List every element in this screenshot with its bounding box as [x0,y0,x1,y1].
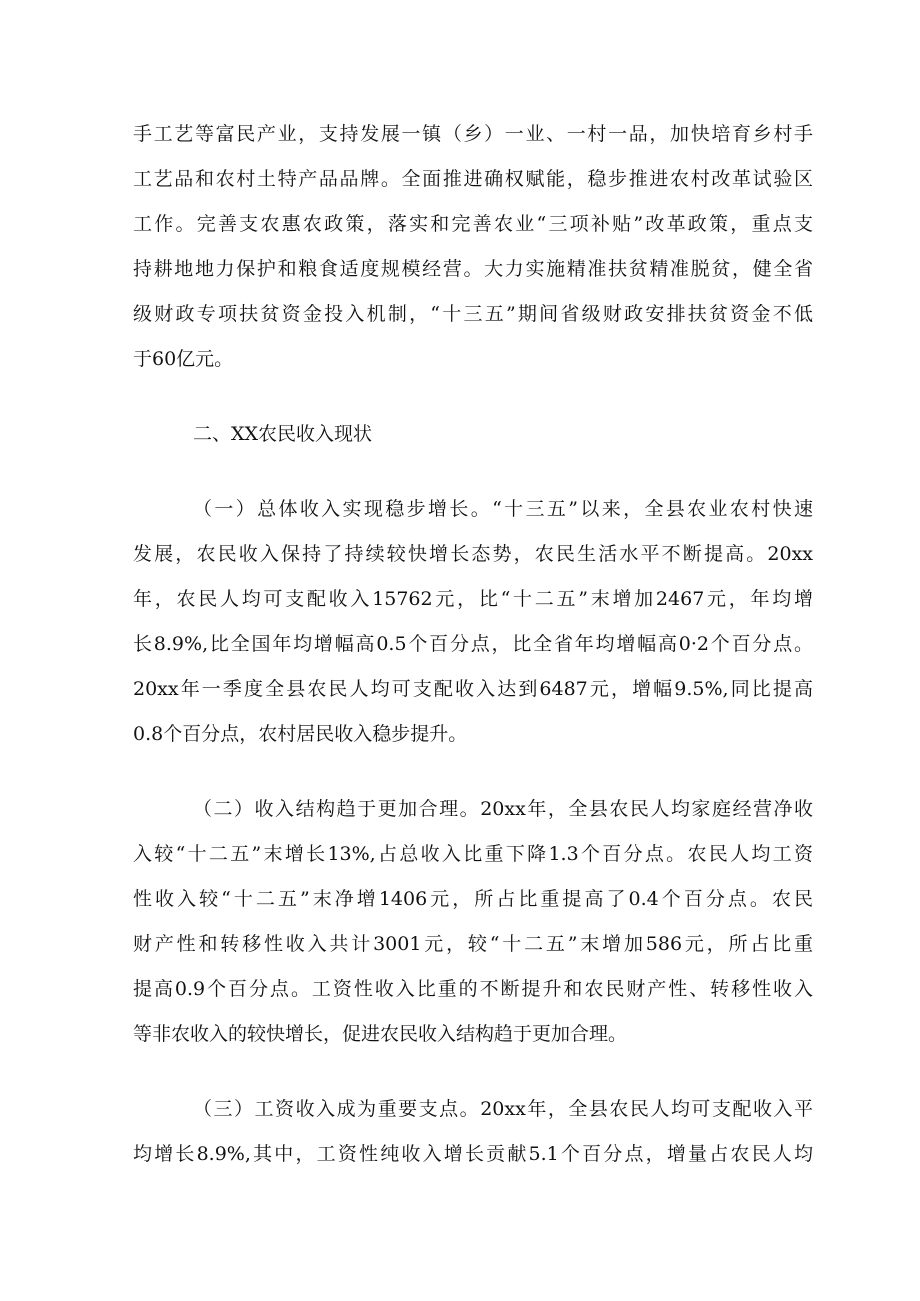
text-line: 长8.9%,比全国年均增幅高0.5个百分点，比全省年均增幅高0·2个百分点。 [133,633,813,655]
heading-text: 二、XX农民收入现状 [193,423,373,445]
document-body [133,112,813,1207]
text-line: 于60亿元。 [133,348,234,370]
text-line: 财产性和转移性收入共计3001元，较“十二五”末增加586元，所占比重 [133,933,813,955]
text-line: 年，农民人均可支配收入15762元，比“十二五”末增加2467元，年均增 [133,588,813,610]
text-line: 级财政专项扶贫资金投入机制，“十三五”期间省级财政安排扶贫资金不低 [133,303,813,325]
text-line: （一）总体收入实现稳步增长。“十三五”以来，全县农业农村快速 [193,498,813,520]
section-heading [133,412,813,457]
text-line: 20xx年一季度全县农民人均可支配收入达到6487元，增幅9.5%,同比提高 [133,678,813,700]
text-line: （三）工资收入成为重要支点。20xx年，全县农民人均可支配收入平 [193,1098,813,1120]
text-line: 发展，农民收入保持了持续较快增长态势，农民生活水平不断提高。20xx [133,543,813,565]
text-line: 性收入较“十二五”末净增1406元，所占比重提高了0.4个百分点。农民 [133,888,813,910]
text-line: 提高0.9个百分点。工资性收入比重的不断提升和农民财产性、转移性收入 [133,978,813,1000]
paragraph-rural-policy [133,112,813,382]
paragraph-income-structure [133,787,813,1057]
text-line: 0.8个百分点，农村居民收入稳步提升。 [133,723,468,745]
text-line: 均增长8.9%,其中，工资性纯收入增长贡献5.1个百分点，增量占农民人均 [133,1143,813,1165]
text-line: 持耕地地力保护和粮食适度规模经营。大力实施精准扶贫精准脱贫，健全省 [133,258,813,280]
text-line: 工作。完善支农惠农政策，落实和完善农业“三项补贴”改革政策，重点支 [133,213,813,235]
text-line: 工艺品和农村土特产品品牌。全面推进确权赋能，稳步推进农村改革试验区 [133,168,813,190]
text-line: 等非农收入的较快增长，促进农民收入结构趋于更加合理。 [133,1023,628,1045]
paragraph-wage-income [133,1087,813,1177]
text-line: 入较“十二五”末增长13%,占总收入比重下降1.3个百分点。农民人均工资 [133,843,813,865]
paragraph-overall-income [133,487,813,757]
text-line: 手工艺等富民产业，支持发展一镇（乡）一业、一村一品，加快培育乡村手 [133,123,813,145]
text-line: （二）收入结构趋于更加合理。20xx年，全县农民人均家庭经营净收 [193,798,813,820]
